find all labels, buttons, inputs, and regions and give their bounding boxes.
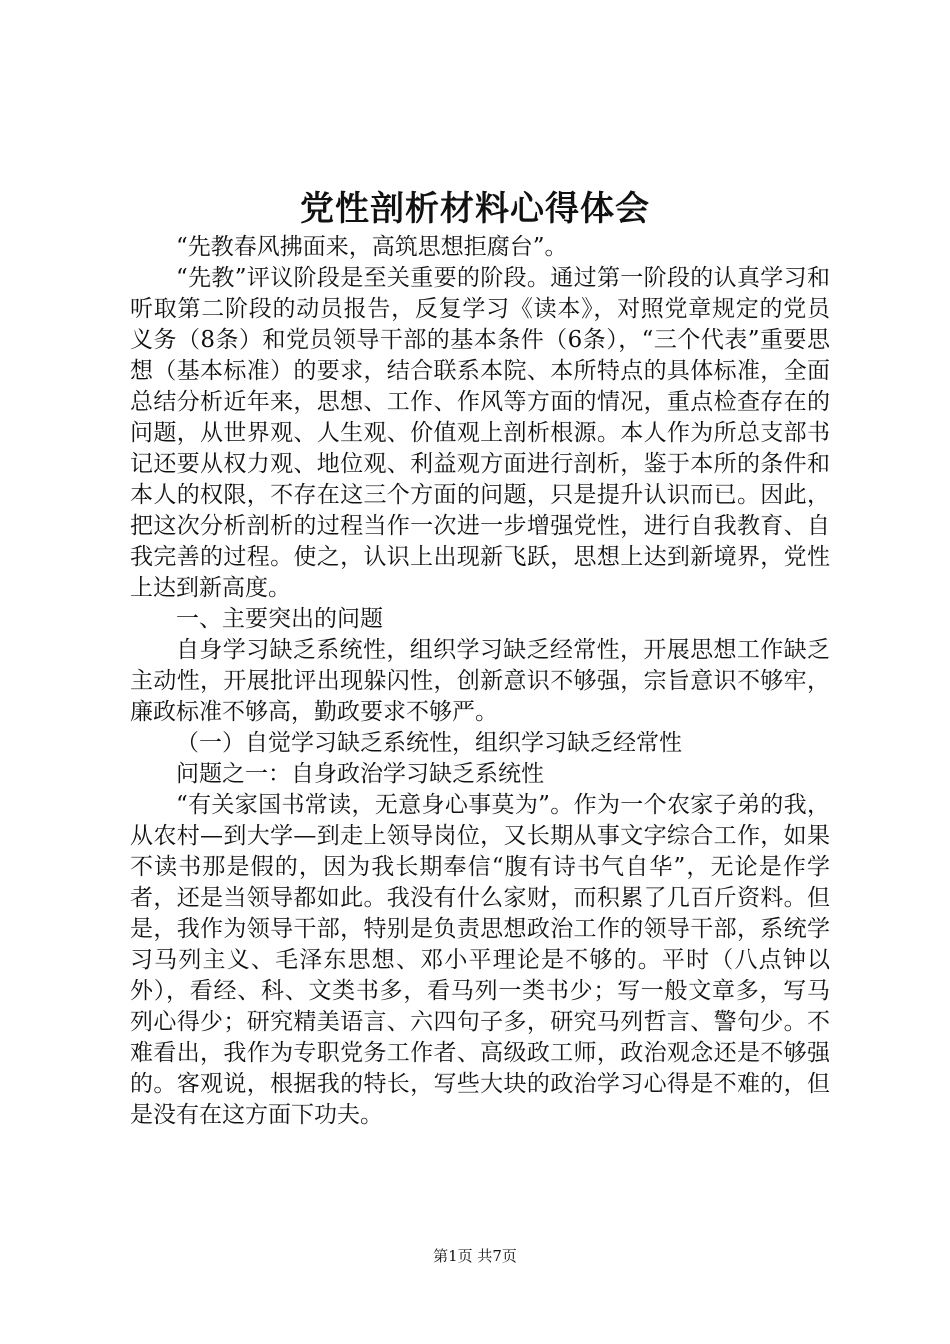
- section-heading-main-problems: 一、主要突出的问题: [176, 606, 383, 632]
- paragraph-quote: “先教春风拂面来，高筑思想拒腐台”。: [176, 234, 568, 260]
- paragraph-problem-one: “有关家国书常读，无意身心事莫为”。作为一个农家子弟的我，从农村—到大学—到走上领导岗位，又长期从事文字综合工作，如果不读书那是假的，因为我长期奉信“腹有诗书气自华”，无论是作学者，还是当领导都如此。我没有什么家财，而积累了几百斤资料。但是，我作为领导干部，特别是负责思想政治工作的领导干部，系统学习马列主义、毛泽东思想、邓小平理论是不够的。平时（八点钟以外），看经、科、文类书多，看马列一类书少；写一般文章多，写马列心得少；研究精美语言、六四句子多，研究马列哲言、警句少。不难看出，我作为专职党务工作者、高级政工师，政治观念还是不够强的。客观说，根据我的特长，写些大块的政治学习心得是不难的，但是没有在这方面下功夫。: [130, 792, 830, 1128]
- subsection-heading-study: （一）自觉学习缺乏系统性，组织学习缺乏经常性: [176, 730, 682, 756]
- document-body: [130, 232, 830, 1131]
- problem-heading-one: 问题之一：自身政治学习缺乏系统性: [176, 761, 544, 787]
- document-title: 党性剖析材料心得体会: [300, 189, 650, 229]
- page-footer: 第1页 共7页: [433, 1247, 517, 1265]
- paragraph-intro: “先教”评议阶段是至关重要的阶段。通过第一阶段的认真学习和听取第二阶段的动员报告，反复学习《读本》，对照党章规定的党员义务（8条）和党员领导干部的基本条件（6条），“三个代表”重要思想（基本标准）的要求，结合联系本院、本所特点的具体标准，全面总结分析近年来，思想、工作、作风等方面的情况，重点检查存在的问题，从世界观、人生观、价值观上剖析根源。本人作为所总支部书记还要从权力观、地位观、利益观方面进行剖析，鉴于本所的条件和本人的权限，不存在这三个方面的问题，只是提升认识而已。因此，把这次分析剖析的过程当作一次进一步增强党性，进行自我教育、自我完善的过程。使之，认识上出现新飞跃，思想上达到新境界，党性上达到新高度。: [130, 265, 830, 601]
- paragraph-problem-summary: 自身学习缺乏系统性，组织学习缺乏经常性，开展思想工作缺乏主动性，开展批评出现躲闪性，创新意识不够强，宗旨意识不够牢，廉政标准不够高，勤政要求不够严。: [130, 637, 830, 725]
